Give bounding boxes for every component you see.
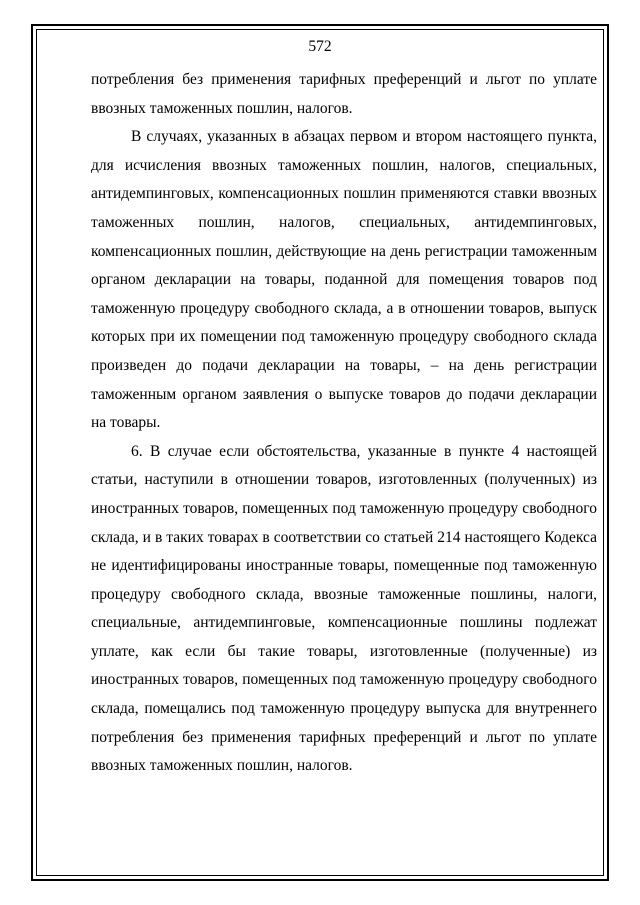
paragraph-continuation: потребления без применения тарифных преференций и льгот по уплате ввозных таможенных пошлин, налогов. (91, 71, 597, 117)
document-body (91, 66, 597, 781)
page-number: 572 (308, 38, 332, 55)
paragraph-rates: В случаях, указанных в абзацах первом и втором настоящего пункта, для исчисления ввозных таможенных пошлин, налогов, специальных, антидемпинговых, компенсационных пошлин применяются ставки ввозных таможенных пошлин, налогов, специальных, антидемпинговых, компенсационных пошлин, действующие на день регистрации таможенным органом декларации на товары, поданной для помещения товаров под таможенную процедуру свободного склада, а в отношении товаров, выпуск которых при их помещении под таможенную процедуру свободного склада произведен до подачи декларации на товары, – на день регистрации таможенным органом заявления о выпуске товаров до подачи декларации на товары. (91, 128, 597, 432)
paragraph-point-6: 6. В случае если обстоятельства, указанные в пункте 4 настоящей статьи, наступили в отношении товаров, изготовленных (полученных) из иностранных товаров, помещенных под таможенную процедуру свободного склада, и в таких товарах в соответствии со статьей 214 настоящего Кодекса не идентифицированы иностранные товары, помещенные под таможенную процедуру свободного склада, ввозные таможенные пошлины, налоги, специальные, антидемпинговые, компенсационные пошлины подлежат уплате, как если бы такие товары, изготовленные (полученные) из иностранных товаров, помещенных под таможенную процедуру свободного склада, помещались под таможенную процедуру выпуска для внутреннего потребления без применения тарифных преференций и льгот по уплате ввозных таможенных пошлин, налогов. (91, 442, 597, 775)
